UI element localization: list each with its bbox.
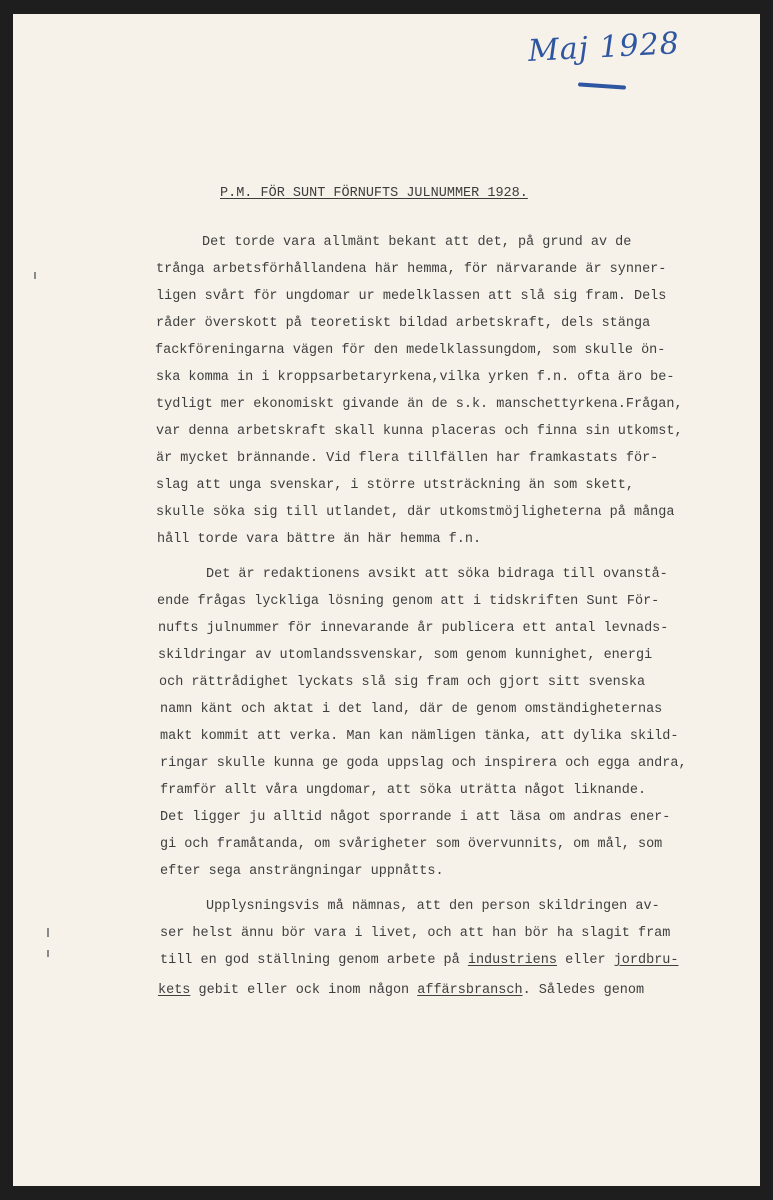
document-title: P.M. FÖR SUNT FÖRNUFTS JULNUMMER 1928. xyxy=(220,186,528,201)
paragraph-line: trånga arbetsförhållandena här hemma, för närvarande är synner- xyxy=(156,262,667,277)
paragraph-line: Det är redaktionens avsikt att söka bidraga till ovanstå- xyxy=(206,567,668,582)
paragraph-line: efter sega ansträngningar uppnåtts. xyxy=(160,864,444,879)
paragraph-line: Det torde vara allmänt bekant att det, på grund av de xyxy=(202,235,632,250)
paragraph-line: Upplysningsvis må nämnas, att den person skildringen av- xyxy=(206,899,660,914)
paragraph-line: skulle söka sig till utlandet, där utkomstmöjligheterna på många xyxy=(156,505,675,520)
paragraph-line: skildringar av utomlandssvenskar, som genom kunnighet, energi xyxy=(158,648,653,663)
paragraph-line: ringar skulle kunna ge goda uppslag och inspirera och egga andra, xyxy=(160,756,687,771)
text-segment: till en god ställning genom arbete på xyxy=(160,953,468,968)
margin-mark xyxy=(47,928,49,937)
margin-mark xyxy=(47,950,49,957)
paragraph-line: ligen svårt för ungdomar ur medelklassen att slå sig fram. Dels xyxy=(156,289,667,304)
underlined-word: kets xyxy=(158,983,191,998)
paragraph-line: ser helst ännu bör vara i livet, och att han bör ha slagit fram xyxy=(160,926,671,941)
paragraph-line xyxy=(160,953,679,968)
paragraph-line: Det ligger ju alltid något sporrande i att läsa om andras ener- xyxy=(160,810,671,825)
paragraph-line: framför allt våra ungdomar, att söka uträtta något liknande. xyxy=(160,783,647,798)
paragraph-line: gi och framåtanda, om svårigheter som övervunnits, om mål, som xyxy=(160,837,663,852)
underlined-word: industriens xyxy=(467,953,557,968)
text-segment: eller xyxy=(556,953,614,968)
paragraph-line: var denna arbetskraft skall kunna placeras och finna sin utkomst, xyxy=(156,424,683,439)
text-segment: gebit eller ock inom någon xyxy=(190,983,418,998)
underlined-word: affärsbransch xyxy=(417,983,523,998)
paragraph-line: fackföreningarna vägen för den medelklassungdom, som skulle ön- xyxy=(155,343,666,358)
paragraph-line: är mycket brännande. Vid flera tillfällen har framkastats för- xyxy=(156,451,659,466)
paragraph-line: nufts julnummer för innevarande år publicera ett antal levnads- xyxy=(158,621,669,636)
paragraph-line: och rättrådighet lyckats slå sig fram och gjort sitt svenska xyxy=(159,675,646,690)
paragraph-line: makt kommit att verka. Man kan nämligen tänka, att dylika skild- xyxy=(160,729,679,744)
underlined-word: jordbru- xyxy=(613,953,679,968)
paragraph-line: håll torde vara bättre än här hemma f.n. xyxy=(157,532,482,547)
margin-mark xyxy=(34,272,36,279)
paragraph-line: ende frågas lyckliga lösning genom att i tidskriften Sunt För- xyxy=(157,594,660,609)
paragraph-line: slag att unga svenskar, i större utsträckning än som skett, xyxy=(156,478,634,493)
paragraph-line: råder överskott på teoretiskt bildad arbetskraft, dels stänga xyxy=(156,316,651,331)
paragraph-line xyxy=(158,983,644,998)
text-segment: . Således genom xyxy=(522,983,645,998)
handwritten-date-annotation: Maj 1928 xyxy=(527,26,681,69)
paragraph-line: namn känt och aktat i det land, där de genom omständigheternas xyxy=(160,702,663,717)
paragraph-line: ska komma in i kroppsarbetaryrkena,vilka yrken f.n. ofta äro be- xyxy=(156,370,675,385)
paragraph-line: tydligt mer ekonomiskt givande än de s.k. manschettyrkena.Frågan, xyxy=(156,397,683,412)
